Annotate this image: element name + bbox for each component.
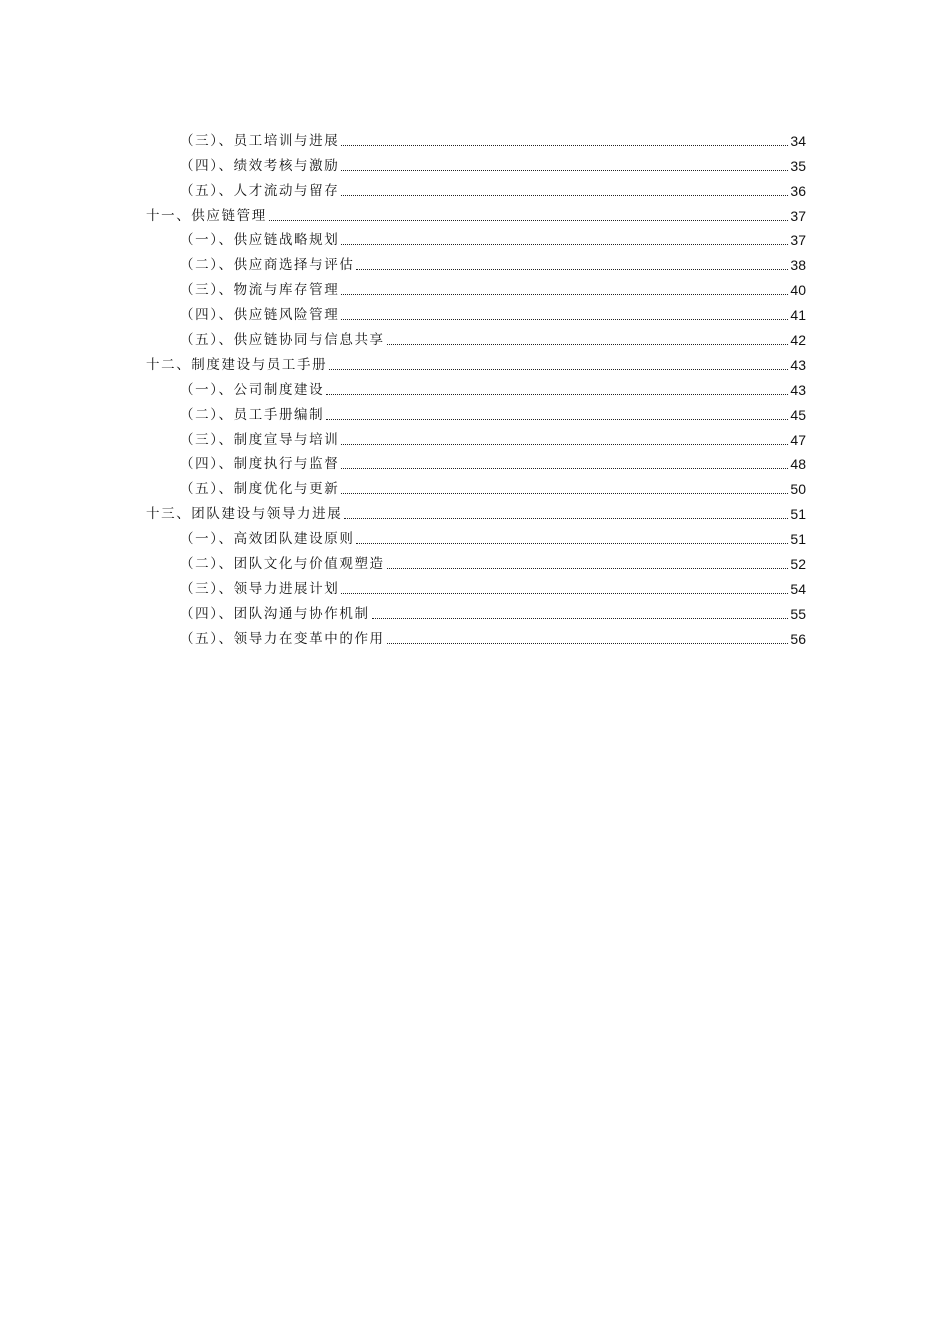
toc-entry[interactable] [180,374,806,399]
toc-entry-title: （二）、团队文化与价值观塑造 [180,556,385,573]
toc-entry-title: （三）、员工培训与进展 [180,132,340,149]
toc-entry[interactable] [180,449,806,474]
toc-page-number: 43 [790,381,806,398]
toc-dot-leader [341,293,788,295]
toc-dot-leader [341,443,788,445]
toc-entry-title: （五）、领导力在变革中的作用 [180,630,385,647]
toc-page-number: 45 [790,406,806,423]
toc-entry-title: （三）、领导力进展计划 [180,580,340,597]
toc-page-number: 36 [790,182,806,199]
toc-dot-leader [341,318,788,320]
toc-page-number: 34 [790,132,806,149]
toc-entry[interactable] [180,175,806,200]
toc-page-number: 42 [790,332,806,349]
toc-dot-leader [341,592,788,594]
toc-page-number: 38 [790,257,806,274]
toc-entry-title: （四）、供应链风险管理 [180,307,340,324]
toc-entry[interactable] [180,424,806,449]
toc-entry-title: （三）、制度宣导与培训 [180,431,340,448]
toc-page-number: 48 [790,456,806,473]
toc-entry[interactable] [180,598,806,623]
toc-entry[interactable] [180,225,806,250]
toc-page-number: 54 [790,580,806,597]
toc-dot-leader [329,368,788,370]
toc-entry-title: （五）、人才流动与留存 [180,182,340,199]
toc-dot-leader [341,194,788,196]
toc-entry-title: 十三、团队建设与领导力进展 [146,506,343,523]
toc-entry-title: （五）、供应链协同与信息共享 [180,332,385,349]
toc-entry[interactable] [180,249,806,274]
toc-dot-leader [341,144,788,146]
toc-entry-title: （五）、制度优化与更新 [180,481,340,498]
toc-entry[interactable] [146,200,806,225]
toc-entry-title: （二）、供应商选择与评估 [180,257,355,274]
toc-page-number: 51 [790,506,806,523]
toc-page-number: 52 [790,556,806,573]
toc-page-number: 35 [790,157,806,174]
toc-entry[interactable] [180,399,806,424]
toc-entry[interactable] [180,523,806,548]
toc-entry[interactable] [146,498,806,523]
toc-entry-title: 十二、制度建设与员工手册 [146,356,328,373]
toc-dot-leader [269,219,789,221]
toc-page-number: 50 [790,481,806,498]
toc-page-number: 37 [790,207,806,224]
toc-dot-leader [341,492,788,494]
toc-entry-title: （四）、制度执行与监督 [180,456,340,473]
toc-dot-leader [387,567,789,569]
toc-page-number: 40 [790,282,806,299]
toc-page-number: 37 [790,232,806,249]
toc-entry[interactable] [180,548,806,573]
toc-entry[interactable] [180,299,806,324]
toc-entry[interactable] [180,473,806,498]
toc-dot-leader [387,343,789,345]
toc-dot-leader [372,617,789,619]
toc-dot-leader [326,393,788,395]
toc-entry[interactable] [180,125,806,150]
toc-page-number: 41 [790,307,806,324]
toc-entry-title: （四）、团队沟通与协作机制 [180,605,370,622]
toc-dot-leader [344,517,788,519]
toc-dot-leader [326,418,788,420]
toc-page-number: 47 [790,431,806,448]
toc-dot-leader [356,268,788,270]
toc-entry-title: （一）、供应链战略规划 [180,232,340,249]
toc-page-number: 56 [790,630,806,647]
toc-entry-title: 十一、供应链管理 [146,207,267,224]
toc-entry-title: （一）、高效团队建设原则 [180,531,355,548]
toc-dot-leader [341,467,788,469]
toc-entry-title: （二）、员工手册编制 [180,406,325,423]
toc-entry[interactable] [180,623,806,648]
toc-dot-leader [341,169,788,171]
toc-page-number: 51 [790,531,806,548]
toc-dot-leader [387,642,789,644]
toc-page-number: 43 [790,356,806,373]
toc-dot-leader [356,542,788,544]
toc-entry[interactable] [180,274,806,299]
toc-dot-leader [341,243,788,245]
toc-entry[interactable] [180,573,806,598]
toc-entry[interactable] [180,324,806,349]
toc-entry-title: （一）、公司制度建设 [180,381,325,398]
toc-entry-title: （三）、物流与库存管理 [180,282,340,299]
toc-entry[interactable] [180,150,806,175]
toc-entry[interactable] [146,349,806,374]
table-of-contents [0,125,950,648]
toc-page-number: 55 [790,605,806,622]
toc-entry-title: （四）、绩效考核与激励 [180,157,340,174]
